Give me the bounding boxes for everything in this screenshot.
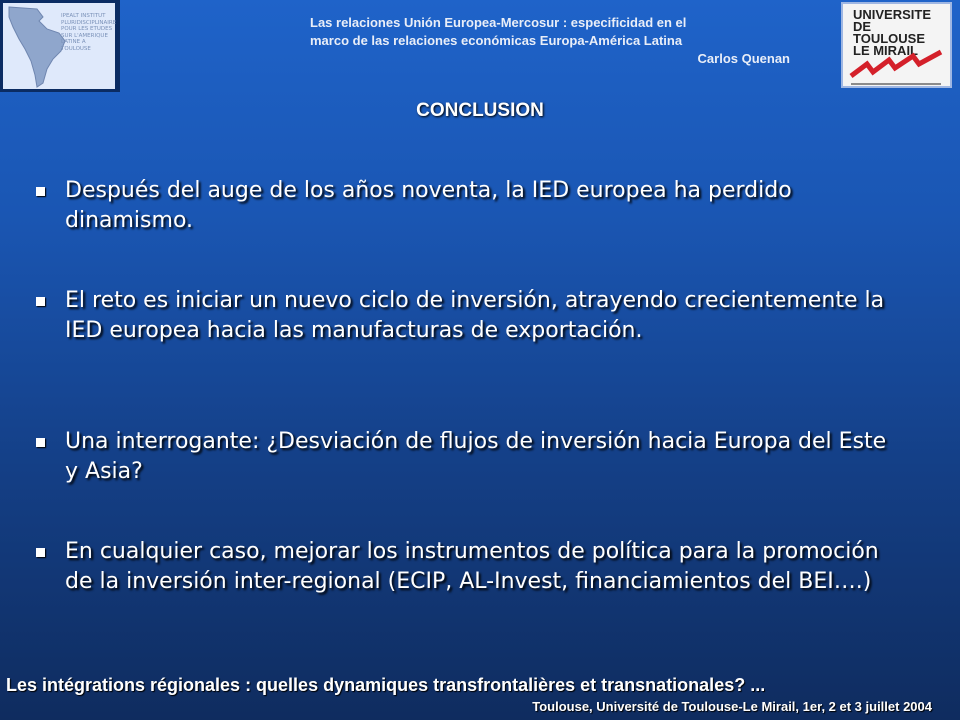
bullet-square-icon bbox=[36, 438, 45, 447]
footer-venue-date: Toulouse, Université de Toulouse-Le Mirail, 1er, 2 et 3 juillet 2004 bbox=[532, 699, 932, 714]
slide-title-text: CONCLUSION bbox=[416, 100, 544, 121]
header-title-line-2: marco de las relaciones económicas Europa-América Latina bbox=[310, 33, 683, 48]
utm-logo-text: UNIVERSITE DE TOULOUSE LE MIRAIL bbox=[853, 7, 932, 58]
bullet-text: El reto es iniciar un nuevo ciclo de inversión, atrayendo crecientemente la IED europea hacia las manufacturas de exportación. bbox=[65, 288, 885, 343]
bullet-square-icon bbox=[36, 187, 45, 196]
bullet-text: Después del auge de los años noventa, la IED europea ha perdido dinamismo. bbox=[65, 178, 792, 233]
ipealt-logo-text: IPEALT INSTITUT PLURIDISCIPLINAIRE POUR LES ETUDES SUR L'AMERIQUE LATINE A TOULOUSE bbox=[61, 13, 117, 52]
bullet-text: Una interrogante: ¿Desviación de flujos de inversión hacia Europa del Este y Asia? bbox=[65, 429, 887, 484]
header-title-line-1: Las relaciones Unión Europea-Mercosur : especificidad en el bbox=[310, 15, 687, 30]
bullet-square-icon bbox=[36, 297, 45, 306]
bullet-square-icon bbox=[36, 548, 45, 557]
header-author: Carlos Quenan bbox=[697, 51, 790, 66]
bullet-text: En cualquier caso, mejorar los instrumentos de política para la promoción de la inversión inter-regional (ECIP, AL-Invest, financiamientos del BEI….) bbox=[65, 539, 879, 594]
footer-conference-title: Les intégrations régionales : quelles dynamiques transfrontalières et transnationales? ... bbox=[6, 675, 766, 695]
